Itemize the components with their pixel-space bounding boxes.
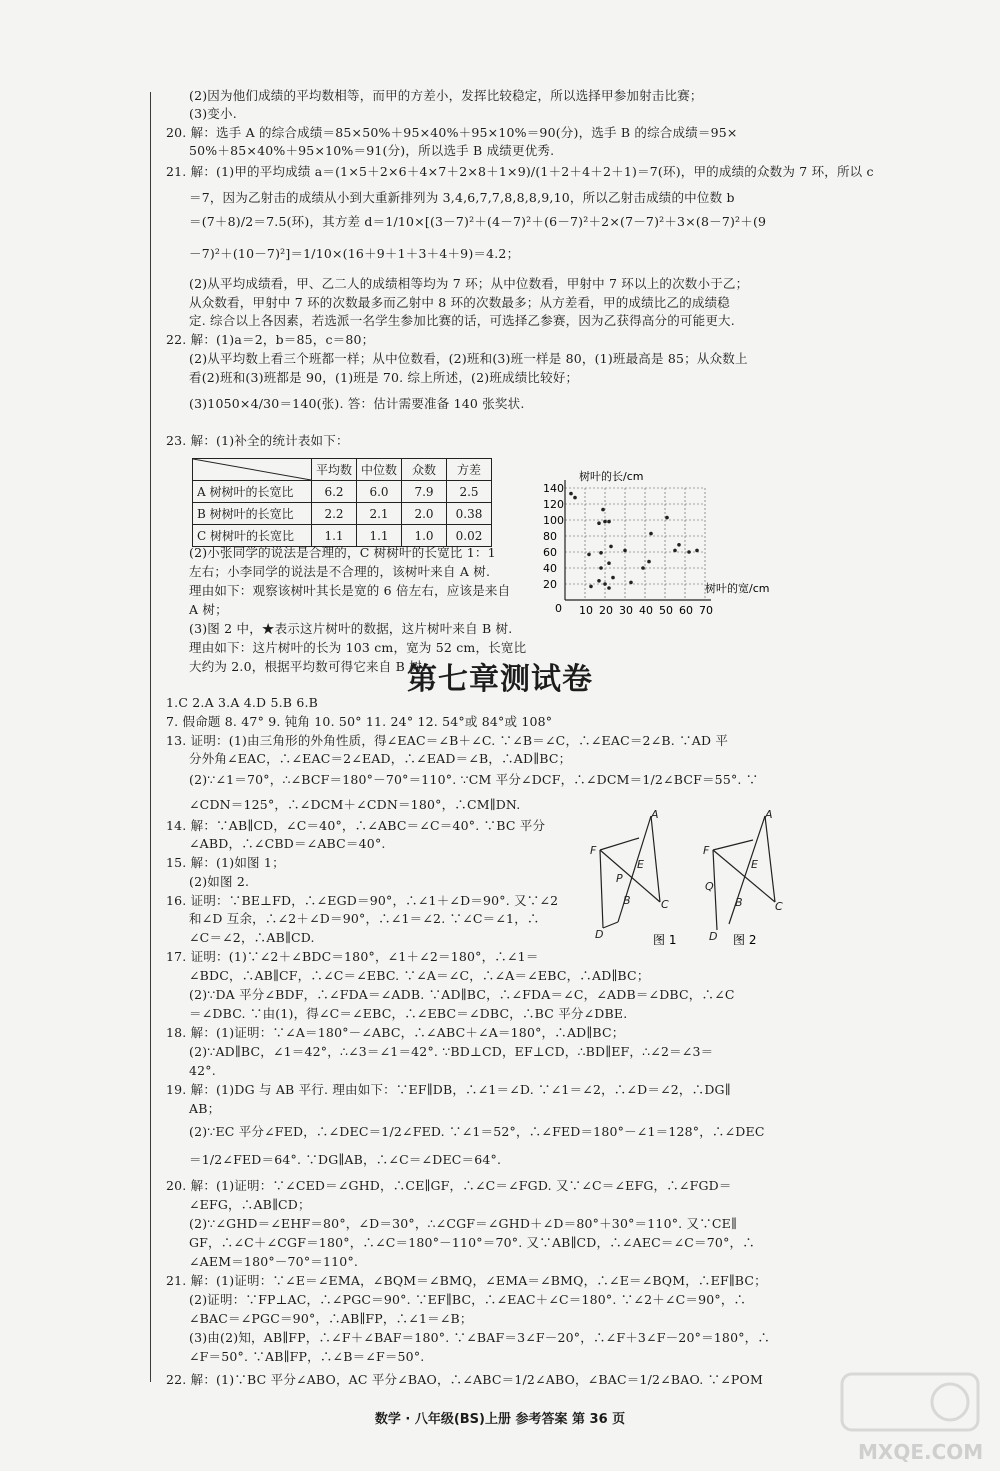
data-point (597, 521, 601, 525)
text-line: 22. 解：(1)a＝2，b＝85，c＝80； (166, 332, 375, 347)
text-line: (2)从平均数上看三个班都一样；从中位数看，(2)班和(3)班一样是 80，(1)班最高是 85；从众数上 (189, 351, 748, 366)
data-point (641, 566, 645, 570)
text-line: AB； (189, 1101, 221, 1116)
text-line: ∠EFG，∴AB∥CD； (189, 1197, 311, 1212)
geometry-figures (585, 810, 785, 945)
fig2-label: A (765, 810, 773, 821)
text-line: (2)∵AD∥BC，∠1＝42°，∴∠3＝∠1＝42°. ∵BD⊥CD，EF⊥CD，∴BD∥EF，∴∠2＝∠3＝ (189, 1044, 714, 1059)
data-point (611, 576, 615, 580)
text-line: 13. 证明：(1)由三角形的外角性质，得∠EAC＝∠B＋∠C. ∵∠B＝∠C，∴∠EAC＝2∠B. ∵AD 平 (166, 733, 729, 748)
table-cell: 0.02 (447, 525, 492, 547)
fig1-label: F (590, 844, 597, 857)
text-line: 大约为 2.0，根据平均数可得它来自 B 树. (189, 659, 427, 674)
text-line: －7)²＋(10－7)²]＝1/10×(16＋9＋1＋3＋4＋9)＝4.2； (189, 246, 520, 261)
text-line: 分外角∠EAC，∴∠EAC＝2∠EAD，∴∠EAD＝∠B，∴AD∥BC； (189, 751, 572, 766)
text-line: ＝∠DBC. ∵由(1)，得∠C＝∠EBC，∴∠EBC＝∠DBC，∴BC 平分∠DBE. (189, 1006, 628, 1021)
page-footer: 数学 · 八年级(BS)上册 参考答案 第 36 页 (374, 1412, 626, 1427)
text-line: 21. 解：(1)甲的平均成绩 a＝(1×5＋2×6＋4×7＋2×8＋1×9)/(1＋2＋4＋2＋1)＝7(环)，甲的成绩的众数为 7 环，所以 c (166, 164, 874, 179)
fig2-label: D (709, 930, 718, 943)
text-line: 理由如下：观察该树叶其长是宽的 6 倍左右，应该是来自 (189, 583, 511, 598)
fig2-label: F (703, 844, 710, 857)
data-point (649, 532, 653, 536)
watermark-logo (840, 1370, 980, 1440)
text-line: (3)1050×4/30＝140(张). 答：估计需要准备 140 张奖状. (189, 396, 525, 411)
data-point (623, 549, 627, 553)
row-label: C 树树叶的长宽比 (193, 525, 312, 547)
chapter-title: 第七章测试卷 (407, 662, 593, 697)
fig1-label: A (651, 810, 659, 821)
data-point (687, 550, 691, 554)
table-cell: 2.0 (402, 503, 447, 525)
text-line: ∠CDN＝125°，∴∠DCM＋∠CDN＝180°，∴CM∥DN. (189, 797, 521, 812)
x-tick-label: 70 (699, 604, 713, 617)
y-tick-label: 80 (543, 530, 557, 543)
text-line: 16. 证明：∵BE⊥FD，∴∠EGD＝90°，∴∠1＋∠D＝90°. 又∵∠2 (166, 893, 559, 908)
data-point (601, 508, 605, 512)
text-line: 从众数看，甲射中 7 环的次数最多而乙射中 8 环的次数最多；从方差看，甲的成绩比乙的成绩稳 (189, 295, 731, 310)
data-point (607, 561, 611, 565)
fig1-label: E (637, 858, 644, 871)
fig2-label: B (735, 896, 743, 909)
margin-rule (150, 92, 151, 1382)
fig1-label: B (623, 894, 631, 907)
text-line: (2)如图 2. (189, 874, 250, 889)
text-line: (2)∵EC 平分∠FED，∴∠DEC＝1/2∠FED. ∵∠1＝52°，∴∠FED＝180°－∠1＝128°，∴∠DEC (189, 1124, 765, 1139)
fig2-label: C (775, 900, 783, 913)
table-row (193, 503, 492, 525)
row-label: A 树树叶的长宽比 (193, 481, 312, 503)
x-tick-label: 60 (679, 604, 693, 617)
figure-1 (600, 816, 660, 928)
x-tick-label: 30 (619, 604, 633, 617)
text-line: 14. 解：∵AB∥CD，∠C＝40°，∴∠ABC＝∠C＝40°. ∵BC 平分 (166, 818, 546, 833)
table-cell: 1.1 (312, 525, 357, 547)
text-line: (2)证明：∵FP⊥AC，∴∠PGC＝90°. ∵EF∥BC，∴∠EAC＋∠C＝180°. ∵∠2＋∠C＝90°，∴ (189, 1292, 747, 1307)
table-cell: 2.2 (312, 503, 357, 525)
text-line: ＝1/2∠FED＝64°. ∵DG∥AB，∴∠C＝∠DEC＝64°. (189, 1152, 502, 1167)
data-point (695, 549, 699, 553)
data-point (665, 516, 669, 520)
table-cell: 6.2 (312, 481, 357, 503)
data-point (603, 520, 607, 524)
corner-diagonal (193, 459, 311, 480)
table-header: 中位数 (357, 459, 402, 481)
y-axis-label: 树叶的长/cm (579, 470, 644, 483)
fig1-label: D (595, 928, 604, 941)
data-point (647, 560, 651, 564)
x-tick-label: 20 (599, 604, 613, 617)
table-cell: 2.5 (447, 481, 492, 503)
data-point (677, 543, 681, 547)
text-line: 左右；小李同学的说法是不合理的，该树叶来自 A 树. (189, 564, 491, 579)
text-line: ∠BAC＝∠PGC＝90°，∴AB∥FP，∴∠1＝∠B； (189, 1311, 473, 1326)
text-line: 22. 解：(1)∵BC 平分∠ABO，AC 平分∠BAO，∴∠ABC＝1/2∠ABO，∠BAC＝1/2∠BAO. ∵∠POM (166, 1372, 763, 1387)
x-tick-label: 10 (579, 604, 593, 617)
y-tick-label: 20 (543, 578, 557, 591)
origin-label: 0 (555, 602, 562, 615)
table-header: 方差 (447, 459, 492, 481)
data-point (607, 520, 611, 524)
table-cell: 1.0 (402, 525, 447, 547)
text-line: 17. 证明：(1)∵∠2＋∠BDC＝180°，∠1＋∠2＝180°，∴∠1＝ (166, 949, 539, 964)
data-point (599, 566, 603, 570)
stats-table (192, 458, 492, 547)
text-line: GF，∴∠C＋∠CGF＝180°，∴∠C＝180°－110°＝70°. 又∵AB∥CD，∴∠AEC＝∠C＝70°，∴ (189, 1235, 755, 1250)
chart-grid (565, 488, 705, 600)
data-point (607, 586, 611, 590)
data-point (573, 496, 577, 500)
table-cell: 2.1 (357, 503, 402, 525)
text-line: ∠AEM＝180°－70°＝110°. (189, 1254, 359, 1269)
text-line: 15. 解：(1)如图 1； (166, 855, 285, 870)
table-cell: 7.9 (402, 481, 447, 503)
text-line: 定. 综合以上各因素，若选派一名学生参加比赛的话，可选择乙参赛，因为乙获得高分的可能更大. (189, 313, 735, 328)
watermark-text: MXQE.COM (858, 1440, 984, 1464)
text-line: (2)小张同学的说法是合理的，C 树树叶的长宽比 1：1 (189, 545, 496, 560)
text-line: 1.C 2.A 3.A 4.D 5.B 6.B (166, 695, 319, 710)
table-header: 众数 (402, 459, 447, 481)
x-tick-label: 40 (639, 604, 653, 617)
text-line: (3)图 2 中，★表示这片树叶的数据，这片树叶来自 B 树. (189, 621, 513, 636)
table-row (193, 481, 492, 503)
text-line: ∠F＝50°. ∵AB∥FP，∴∠B＝∠F＝50°. (189, 1349, 425, 1364)
text-line: (2)因为他们成绩的平均数相等，而甲的方差小，发挥比较稳定，所以选择甲参加射击比赛； (189, 88, 703, 103)
text-line: 理由如下：这片树叶的长为 103 cm，宽为 52 cm，长宽比 (189, 640, 527, 655)
y-tick-label: 60 (543, 546, 557, 559)
text-line: 20. 解：选手 A 的综合成绩＝85×50%＋95×40%＋95×10%＝90(分)，选手 B 的综合成绩＝95× (166, 125, 738, 140)
data-point (569, 492, 573, 496)
text-line: 21. 解：(1)证明：∵∠E＝∠EMA，∠BQM＝∠BMQ，∠EMA＝∠BMQ，∴∠E＝∠BQM，∴EF∥BC； (166, 1273, 767, 1288)
data-point (589, 585, 593, 589)
fig1-caption: 图 1 (653, 933, 677, 945)
data-point (629, 581, 633, 585)
text-line: (2)从平均成绩看，甲、乙二人的成绩相等均为 7 环；从中位数看，甲射中 7 环以上的次数小于乙； (189, 276, 749, 291)
chart-axes (543, 480, 713, 617)
fig2-label: E (751, 858, 758, 871)
text-line: 50%＋85×40%＋95×10%＝91(分)，所以选手 B 成绩更优秀. (189, 143, 555, 158)
figure-2 (713, 816, 775, 930)
text-line: 20. 解：(1)证明：∵∠CED＝∠GHD，∴CE∥GF，∴∠C＝∠FGD. 又∵∠C＝∠EFG，∴∠FGD＝ (166, 1178, 732, 1193)
table-cell: 0.38 (447, 503, 492, 525)
fig1-label: P (616, 872, 623, 885)
text-line: (2)∵DA 平分∠BDF，∴∠FDA＝∠ADB. ∵AD∥BC，∴∠FDA＝∠C，∠ADB＝∠DBC，∴∠C (189, 987, 735, 1002)
text-line: ∠BDC，∴AB∥CF，∴∠C＝∠EBC. ∵∠A＝∠C，∴∠A＝∠EBC，∴AD∥BC； (189, 968, 650, 983)
table-corner (193, 459, 312, 481)
text-line: (2)∵∠1＝70°，∴∠BCF＝180°－70°＝110°. ∵CM 平分∠DCF，∴∠DCM＝1/2∠BCF＝55°. ∵ (189, 772, 759, 787)
table-cell: 6.0 (357, 481, 402, 503)
text-line: 和∠D 互余，∴∠2＋∠D＝90°，∴∠1＝∠2. ∵∠C＝∠1，∴ (189, 911, 540, 926)
table-cell: 1.1 (357, 525, 402, 547)
data-point (673, 549, 677, 553)
x-tick-label: 50 (659, 604, 673, 617)
text-line: ＝(7＋8)/2＝7.5(环)，其方差 d＝1/10×[(3－7)²＋(4－7)²＋(6－7)²＋2×(7－7)²＋3×(8－7)²＋(9 (189, 214, 767, 229)
text-line: A 树； (189, 602, 228, 617)
fig1-label: C (661, 898, 669, 911)
y-tick-label: 100 (543, 514, 564, 527)
text-line: 19. 解：(1)DG 与 AB 平行. 理由如下：∵EF∥DB，∴∠1＝∠D. ∵∠1＝∠2，∴∠D＝∠2，∴DG∥ (166, 1082, 731, 1097)
fig2-label: Q (705, 880, 714, 893)
data-point (587, 553, 591, 557)
text-line: ∠C＝∠2，∴AB∥CD. (189, 930, 315, 945)
scatter-chart (535, 468, 775, 638)
text-line: 7. 假命题 8. 47° 9. 钝角 10. 50° 11. 24° 12. 54°或 84°或 108° (166, 714, 553, 729)
y-tick-label: 140 (543, 482, 564, 495)
text-line: ∠ABD，∴∠CBD＝∠ABC＝40°. (189, 836, 386, 851)
data-point (609, 545, 613, 549)
text-line: (2)∵∠GHD＝∠EHF＝80°，∠D＝30°，∴∠CGF＝∠GHD＋∠D＝80°＋30°＝110°. 又∵CE∥ (189, 1216, 737, 1231)
y-tick-label: 120 (543, 498, 564, 511)
text-line: 42°. (189, 1063, 216, 1078)
text-line: 23. 解：(1)补全的统计表如下： (166, 433, 349, 448)
row-label: B 树树叶的长宽比 (193, 503, 312, 525)
text-line: 18. 解：(1)证明：∵∠A＝180°－∠ABC，∴∠ABC＋∠A＝180°，∴AD∥BC； (166, 1025, 625, 1040)
text-line: ＝7，因为乙射击的成绩从小到大重新排列为 3,4,6,7,7,8,8,8,9,10，所以乙射击成绩的中位数 b (189, 190, 735, 205)
text-line: 看(2)班和(3)班都是 90，(1)班是 70. 综上所述，(2)班成绩比较好； (189, 370, 579, 385)
y-tick-label: 40 (543, 562, 557, 575)
chart-points (569, 492, 699, 590)
data-point (599, 551, 603, 555)
data-point (597, 579, 601, 583)
data-point (603, 582, 607, 586)
table-header: 平均数 (312, 459, 357, 481)
fig2-caption: 图 2 (733, 933, 757, 945)
table-row (193, 525, 492, 547)
text-line: (3)由(2)知，AB∥FP，∴∠F＋∠BAF＝180°. ∵∠BAF＝3∠F－20°，∴∠F＋3∠F－20°＝180°，∴ (189, 1330, 771, 1345)
x-axis-label: 树叶的宽/cm (705, 582, 770, 595)
text-line: (3)变小. (189, 106, 237, 121)
